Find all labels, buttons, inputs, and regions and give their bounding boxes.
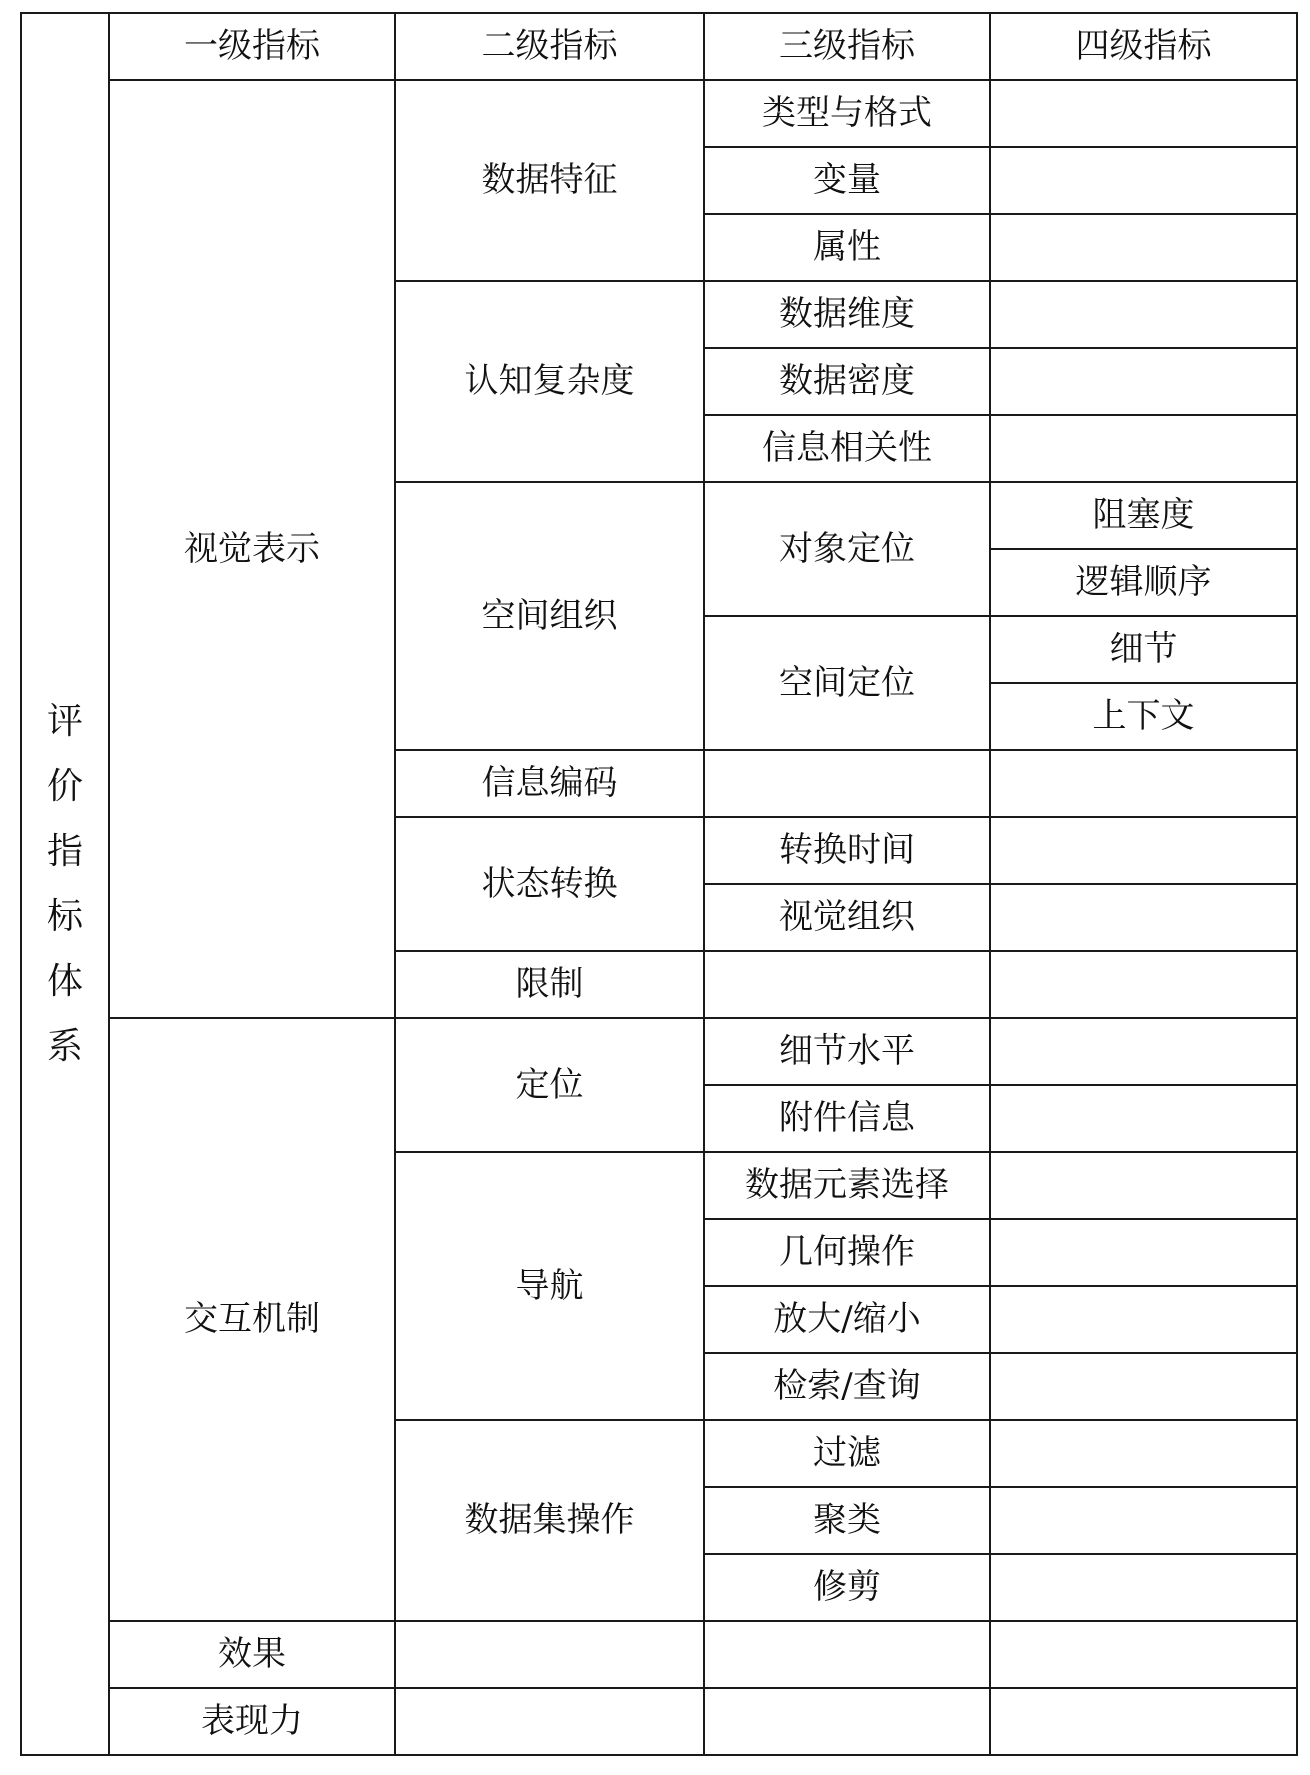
table-cell: 转换时间 [704,817,990,884]
table-cell [990,750,1297,817]
header-level-1: 一级指标 [109,13,395,80]
table-cell: 上下文 [990,683,1297,750]
table-cell: 定位 [395,1018,704,1152]
table-cell: 几何操作 [704,1219,990,1286]
system-label: 评 价 指 标 体 系 [46,701,83,1067]
table-cell [990,1688,1297,1755]
header-level-2: 二级指标 [395,13,704,80]
table-cell [990,1487,1297,1554]
table-cell: 数据集操作 [395,1420,704,1621]
table-cell [990,1018,1297,1085]
table-cell: 阻塞度 [990,482,1297,549]
table-cell [990,147,1297,214]
table-cell: 属性 [704,214,990,281]
table-cell: 限制 [395,951,704,1018]
table-cell [990,1554,1297,1621]
table-cell: 修剪 [704,1554,990,1621]
table-cell: 空间组织 [395,482,704,750]
table-cell [990,1353,1297,1420]
table-cell [704,1688,990,1755]
table-cell [990,951,1297,1018]
table-cell [704,951,990,1018]
table-cell: 放大/缩小 [704,1286,990,1353]
table-cell: 数据密度 [704,348,990,415]
header-level-3: 三级指标 [704,13,990,80]
table-cell [990,80,1297,147]
table-cell [990,1219,1297,1286]
table-cell: 数据维度 [704,281,990,348]
table-cell: 附件信息 [704,1085,990,1152]
table-cell: 过滤 [704,1420,990,1487]
table-cell: 逻辑顺序 [990,549,1297,616]
table-cell: 细节水平 [704,1018,990,1085]
table-cell: 认知复杂度 [395,281,704,482]
table-cell: 视觉组织 [704,884,990,951]
evaluation-index-table [20,12,1298,1756]
table-cell [990,415,1297,482]
table-cell: 细节 [990,616,1297,683]
table-cell: 空间定位 [704,616,990,750]
table-cell: 对象定位 [704,482,990,616]
table-row [21,80,1297,147]
table-body [21,13,1297,1755]
table-cell [704,750,990,817]
table-cell: 视觉表示 [109,80,395,1018]
table-cell: 效果 [109,1621,395,1688]
table-cell [990,1420,1297,1487]
table-cell [990,1286,1297,1353]
table-cell: 表现力 [109,1688,395,1755]
table-cell: 聚类 [704,1487,990,1554]
table-cell [704,1621,990,1688]
table-cell: 数据元素选择 [704,1152,990,1219]
table-row [21,1688,1297,1755]
table-cell [990,281,1297,348]
table-cell [990,884,1297,951]
table-cell [990,817,1297,884]
table-cell: 导航 [395,1152,704,1420]
table-cell [990,1621,1297,1688]
table-cell [990,348,1297,415]
table-cell: 信息相关性 [704,415,990,482]
table-cell: 变量 [704,147,990,214]
table-cell: 类型与格式 [704,80,990,147]
table-row [21,1621,1297,1688]
table-cell: 数据特征 [395,80,704,281]
table-row [21,1018,1297,1085]
system-label-cell [21,13,109,1755]
table-cell [990,214,1297,281]
table-cell [395,1688,704,1755]
table-cell [990,1085,1297,1152]
table-cell [990,1152,1297,1219]
header-level-4: 四级指标 [990,13,1297,80]
table-cell: 检索/查询 [704,1353,990,1420]
table-cell [395,1621,704,1688]
table-cell: 信息编码 [395,750,704,817]
table-cell: 交互机制 [109,1018,395,1621]
table-cell: 状态转换 [395,817,704,951]
header-row [21,13,1297,80]
